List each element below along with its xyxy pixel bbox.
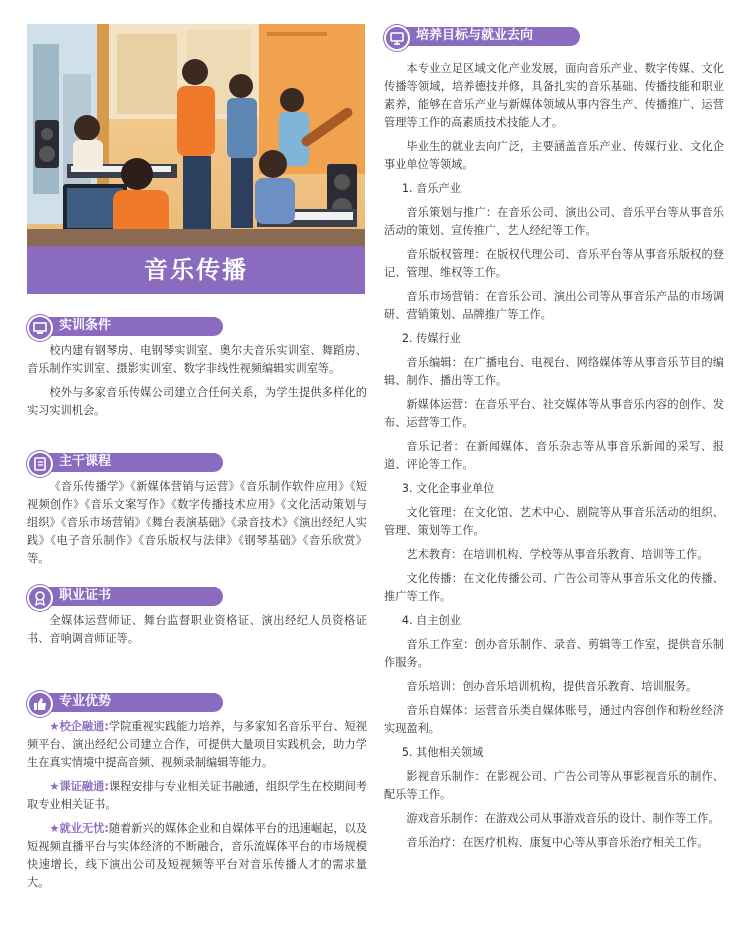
group-item: 游戏音乐制作：在游戏公司从事游戏音乐的设计、制作等工作。 xyxy=(406,812,720,825)
group-item: 音乐工作室：创办音乐制作、录音、剪辑等工作室，提供音乐制作服务。 xyxy=(384,638,724,669)
training-paragraph-2: 校外与多家音乐传媒公司建立合任何关系，为学生提供多样化的实习实训机会。 xyxy=(27,386,367,417)
group-item: 音乐治疗：在医疗机构、康复中心等从事音乐治疗相关工作。 xyxy=(406,836,709,849)
section-header-advantages xyxy=(27,692,367,712)
section-title-courses: 主干课程 xyxy=(59,454,112,469)
group-title: 2. 传媒行业 xyxy=(401,332,461,345)
group-title: 5. 其他相关领域 xyxy=(401,746,484,759)
career-groups xyxy=(384,180,724,852)
group-item: 音乐版权管理：在版权代理公司、音乐平台等从事音乐版权的登记、管理、维权等工作。 xyxy=(384,248,724,279)
career-intro-2: 毕业生的就业去向广泛，主要涵盖音乐产业、传媒行业、文化企事业单位等领域。 xyxy=(384,140,724,171)
training-paragraph-1: 校内建有钢琴房、电钢琴实训室、奥尔夫音乐实训室、舞蹈房、音乐制作实训室、摄影实训室、数字非线性视频编辑实训室等。 xyxy=(27,344,367,375)
group-item: 音乐记者：在新闻媒体、音乐杂志等从事音乐新闻的采写、报道、评论等工作。 xyxy=(384,440,724,471)
right-column xyxy=(384,26,724,858)
group-item: 文化管理：在文化馆、艺术中心、剧院等从事音乐活动的组织、管理、策划等工作。 xyxy=(384,506,724,537)
section-title-career: 培养目标与就业去向 xyxy=(416,28,534,43)
advantage-text: 课程安排与专业相关证书融通，组织学生在校期间考取专业相关证书。 xyxy=(27,780,367,811)
group-item: 音乐策划与推广：在音乐公司、演出公司、音乐平台等从事音乐活动的策划、宣传推广、艺人经纪等工作。 xyxy=(384,206,724,237)
group-item: 文化传播：在文化传播公司、广告公司等从事音乐文化的传播、推广等工作。 xyxy=(384,572,724,603)
certs-paragraph: 全媒体运营师证、舞台监督职业资格证、演出经纪人员资格证书、音响调音师证等。 xyxy=(27,614,367,645)
group-item: 音乐自媒体：运营音乐类自媒体账号，通过内容创作和粉丝经济实现盈利。 xyxy=(384,704,724,735)
section-title-advantages: 专业优势 xyxy=(59,694,112,709)
classroom-icon xyxy=(27,315,53,341)
advantage-item xyxy=(27,778,367,814)
group-item: 新媒体运营：在音乐平台、社交媒体等从事音乐内容的创作、发布、运营等工作。 xyxy=(384,398,724,429)
group-title: 3. 文化企事业单位 xyxy=(401,482,495,495)
advantage-label: ★就业无忧: xyxy=(49,822,109,835)
monitor-icon xyxy=(384,25,410,51)
group-item: 音乐编辑：在广播电台、电视台、网络媒体等从事音乐节目的编辑、制作、播出等工作。 xyxy=(384,356,724,387)
section-title-training: 实训条件 xyxy=(59,318,112,333)
advantage-label: ★课证融通: xyxy=(49,780,109,793)
left-column xyxy=(27,24,367,898)
group-item: 影视音乐制作：在影视公司、广告公司等从事影视音乐的制作、配乐等工作。 xyxy=(384,770,724,801)
advantage-item xyxy=(27,718,367,772)
advantage-item xyxy=(27,820,367,892)
courses-paragraph: 《音乐传播学》《新媒体营销与运营》《音乐制作软件应用》《短视频创作》《音乐文案写作》《数字传播技术应用》《文化活动策划与组织》《音乐市场营销》《舞台表演基础》《录音技术》《演出经纪人实践》《电子音乐制作》《音乐版权与法律》《钢琴基础》《音乐欣赏》等。 xyxy=(27,480,367,565)
advantage-label: ★校企融通: xyxy=(49,720,109,733)
group-title: 4. 自主创业 xyxy=(401,614,461,627)
section-header-certs xyxy=(27,586,367,606)
section-title-certs: 职业证书 xyxy=(59,588,112,603)
section-header-training xyxy=(27,316,367,336)
group-title: 1. 音乐产业 xyxy=(401,182,461,195)
group-item: 音乐市场营销：在音乐公司、演出公司等从事音乐产品的市场调研、营销策划、品牌推广等工作。 xyxy=(384,290,724,321)
book-icon xyxy=(27,451,53,477)
advantage-text: 随着新兴的媒体企业和自媒体平台的迅速崛起，以及短视频直播平台与实体经济的不断融合，音乐流媒体平台的市场规模快速增长，线下演出公司及短视频等平台对音乐传播人才的需求量大。 xyxy=(27,822,367,889)
advantage-text: 学院重视实践能力培养，与多家知名音乐平台、短视频平台、演出经纪公司建立合作，可提供大量项目实践机会，助力学生在真实情境中提高音频、视频录制编辑等能力。 xyxy=(27,720,367,769)
group-item: 音乐培训：创办音乐培训机构，提供音乐教育、培训服务。 xyxy=(406,680,698,693)
thumbs-up-icon xyxy=(27,691,53,717)
hero-title: 音乐传播 xyxy=(27,246,365,294)
section-header-career xyxy=(384,26,724,46)
hero-banner xyxy=(27,24,365,294)
group-item: 艺术教育：在培训机构、学校等从事音乐教育、培训等工作。 xyxy=(406,548,709,561)
medal-icon xyxy=(27,585,53,611)
section-header-courses xyxy=(27,452,367,472)
career-intro-1: 本专业立足区域文化产业发展，面向音乐产业、数字传媒、文化传播等领域，培养德技并修，具备扎实的音乐基础、传播技能和职业素养，能够在音乐产业与新媒体领域从事内容生产、传播推广、运营管理等工作的高素质技术技能人才。 xyxy=(384,62,724,129)
